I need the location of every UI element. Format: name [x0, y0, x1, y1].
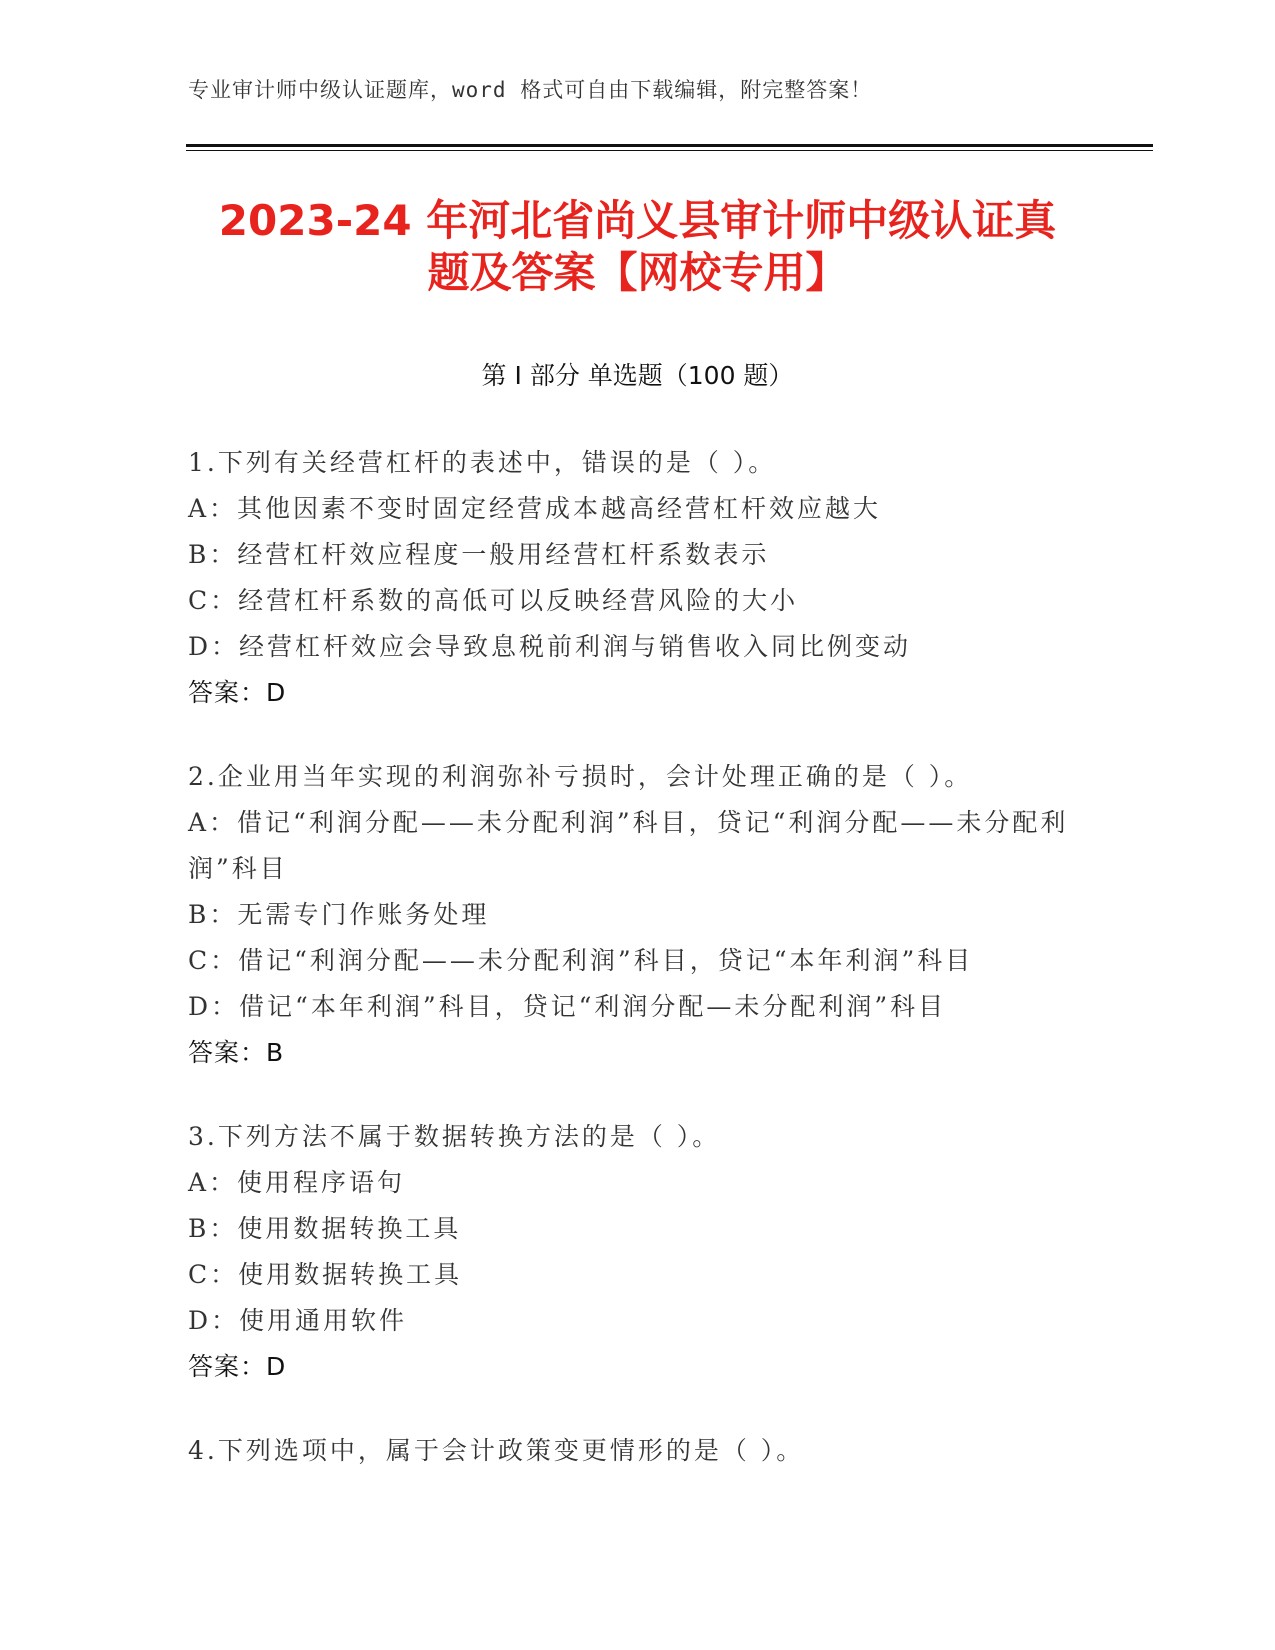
option-c: C：使用数据转换工具 [188, 1260, 463, 1289]
document-title-line-2: 题及答案【网校专用】 [427, 248, 848, 297]
answer: 答案：D [188, 1352, 287, 1381]
answer: 答案：B [188, 1038, 285, 1067]
question-1 [188, 440, 1088, 716]
header-rule-thick [186, 144, 1153, 147]
header-rule-thin [186, 150, 1153, 151]
header-note: 专业审计师中级认证题库，word 格式可自由下载编辑，附完整答案！ [188, 78, 873, 102]
option-d: D：借记“本年利润”科目，贷记“利润分配—未分配利润”科目 [188, 992, 947, 1021]
question-stem: 4.下列选项中，属于会计政策变更情形的是（ ）。 [188, 1436, 805, 1465]
answer: 答案：D [188, 678, 287, 707]
section-title: 第 I 部分 单选题（100 题） [481, 361, 794, 390]
question-stem: 1.下列有关经营杠杆的表述中，错误的是（ ）。 [188, 448, 777, 477]
question-2 [188, 754, 1088, 1076]
option-a: A：借记“利润分配——未分配利润”科目，贷记“利润分配——未分配利润”科目 [188, 808, 1069, 883]
question-stem: 2.企业用当年实现的利润弥补亏损时，会计处理正确的是（ ）。 [188, 762, 973, 791]
option-d: D：使用通用软件 [188, 1306, 408, 1335]
option-a: A：使用程序语句 [188, 1168, 406, 1197]
question-list [188, 440, 1088, 1512]
option-b: B：经营杠杆效应程度一般用经营杠杆系数表示 [188, 540, 770, 569]
option-b: B：无需专门作账务处理 [188, 900, 490, 929]
document-title-line-1: 2023-24 年河北省尚义县审计师中级认证真 [218, 196, 1057, 245]
option-d: D：经营杠杆效应会导致息税前利润与销售收入同比例变动 [188, 632, 912, 661]
question-3 [188, 1114, 1088, 1390]
option-c: C：经营杠杆系数的高低可以反映经营风险的大小 [188, 586, 799, 615]
option-c: C：借记“利润分配——未分配利润”科目，贷记“本年利润”科目 [188, 946, 974, 975]
option-a: A：其他因素不变时固定经营成本越高经营杠杆效应越大 [188, 494, 882, 523]
option-b: B：使用数据转换工具 [188, 1214, 462, 1243]
document-title [140, 195, 1135, 299]
question-stem: 3.下列方法不属于数据转换方法的是（ ）。 [188, 1122, 721, 1151]
question-4 [188, 1428, 1088, 1474]
